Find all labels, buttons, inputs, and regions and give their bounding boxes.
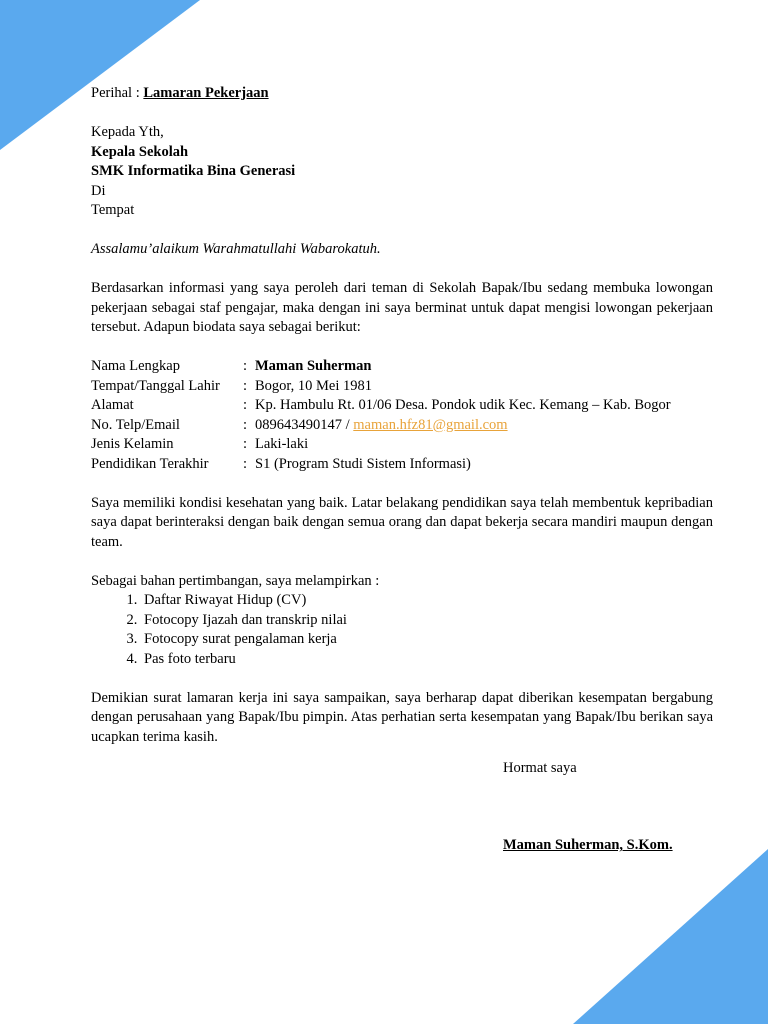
bio-label: Jenis Kelamin: [91, 436, 174, 452]
bio-separator: :: [243, 358, 248, 374]
signoff: Hormat saya: [503, 760, 577, 776]
bio-row-contact: [91, 416, 671, 436]
bio-value-address: Kp. Hambulu Rt. 01/06 Desa. Pondok udik Kec. Kemang – Kab. Bogor: [255, 397, 671, 413]
intro-paragraph: Berdasarkan informasi yang saya peroleh dari teman di Sekolah Bapak/Ibu sedang membuka lowongan pekerjaan sebagai staf pengajar, maka dengan ini saya berminat untuk dapat mengisi lowongan pekerjaan tersebut. Adapun biodata saya sebagai berikut:: [91, 280, 713, 335]
bio-value-contact: [255, 416, 671, 436]
recipient-institution: SMK Informatika Bina Generasi: [91, 163, 296, 179]
bio-value-gender: Laki-laki: [255, 436, 309, 452]
salutation: Assalamu’alaikum Warahmatullahi Wabarokatuh.: [91, 241, 381, 257]
recipient-place: Tempat: [91, 202, 135, 218]
biodata-table: [91, 357, 671, 474]
list-item: 1. Daftar Riwayat Hidup (CV): [141, 591, 713, 611]
email-link[interactable]: maman.hfz81@gmail.com: [353, 416, 508, 433]
bio-value-birth: Bogor, 10 Mei 1981: [255, 377, 373, 394]
closing-paragraph: Demikian surat lamaran kerja ini saya sampaikan, saya berharap dapat diberikan kesempatan bergabung dengan perusahaan yang Bapak/Ibu pimpin. Atas perhatian serta kesempatan yang Bapak/Ibu berikan saya ucapkan terima kasih.: [91, 689, 713, 745]
letter-body: [91, 84, 713, 747]
bio-separator: :: [243, 377, 248, 394]
corner-triangle-bottom-right: [573, 849, 768, 1024]
bio-label: Pendidikan Terakhir: [91, 455, 209, 472]
signature-name: Maman Suherman, S.Kom.: [503, 837, 673, 853]
bio-label: Tempat/Tanggal Lahir: [91, 377, 220, 394]
bio-label: Nama Lengkap: [91, 358, 180, 374]
bio-value-name: Maman Suherman: [255, 358, 372, 374]
subject-value: Lamaran Pekerjaan: [143, 85, 269, 101]
bio-separator: :: [243, 397, 248, 413]
list-item: 4. Pas foto terbaru: [141, 650, 713, 670]
bio-row-birth: [91, 377, 671, 397]
subject-label: Perihal :: [91, 85, 140, 101]
recipient-position: Kepala Sekolah: [91, 143, 189, 160]
bio-row-name: [91, 357, 671, 377]
bio-label: No. Telp/Email: [91, 416, 180, 433]
bio-row-address: [91, 396, 671, 416]
bio-separator: :: [243, 436, 248, 452]
list-item: 3. Fotocopy surat pengalaman kerja: [141, 630, 713, 650]
recipient-di: Di: [91, 182, 106, 199]
bio-value-education: S1 (Program Studi Sistem Informasi): [255, 455, 471, 472]
attachments-intro: Sebagai bahan pertimbangan, saya melampirkan :: [91, 572, 380, 589]
bio-separator: :: [243, 455, 248, 472]
list-item: 2. Fotocopy Ijazah dan transkrip nilai: [141, 611, 713, 631]
subject-line: [91, 84, 713, 104]
bio-row-education: [91, 455, 671, 475]
bio-row-gender: [91, 435, 671, 455]
recipient-greeting: Kepada Yth,: [91, 124, 164, 140]
health-paragraph: Saya memiliki kondisi kesehatan yang baik. Latar belakang pendidikan saya telah membentuk kepribadian saya dapat berinteraksi dengan baik dengan semua orang dan dapat bekerja secara mandiri maupun dengan team.: [91, 494, 713, 550]
bio-label: Alamat: [91, 397, 134, 413]
attachments-list: [91, 591, 713, 669]
bio-separator: :: [243, 416, 248, 433]
phone-number: 089643490147 /: [255, 416, 350, 433]
